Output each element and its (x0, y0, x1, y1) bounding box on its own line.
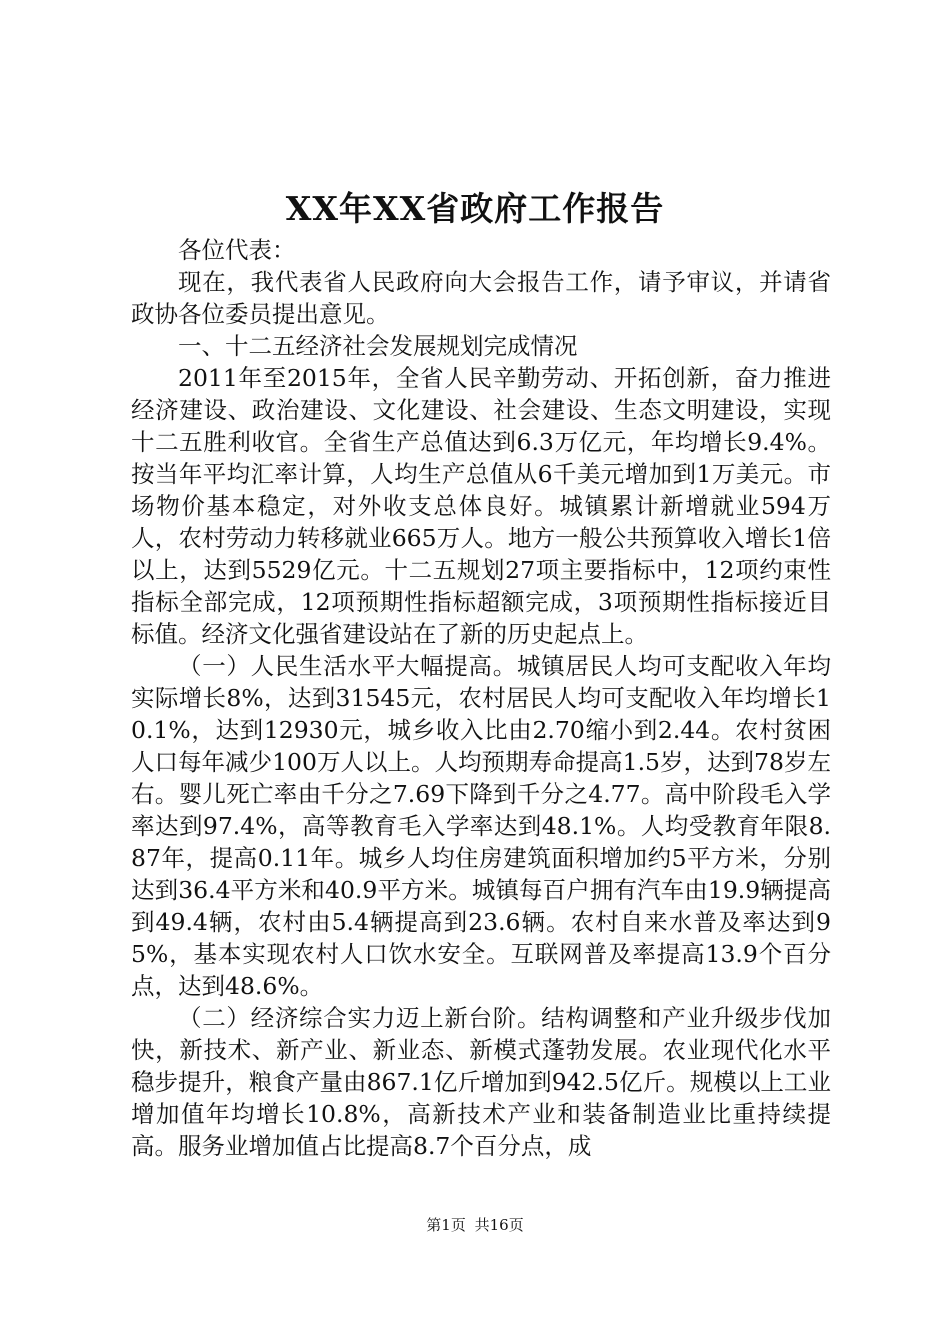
document-title: XX年XX省政府工作报告 (285, 189, 665, 228)
section-heading: 一、十二五经济社会发展规划完成情况 (178, 332, 578, 360)
intro-paragraph: 现在，我代表省人民政府向大会报告工作，请予审议，并请省政协各位委员提出意见。 (131, 268, 831, 328)
living-standards-paragraph: （一）人民生活水平大幅提高。城镇居民人均可支配收入年均实际增长8%，达到31545元，农村居民人均可支配收入年均增长10.1%，达到12930元，城乡收入比由2.70缩小到2.44。农村贫困人口每年减少100万人以上。人均预期寿命提高1.5岁，达到78岁左右。婴儿死亡率由千分之7.69下降到千分之4.77。高中阶段毛入学率达到97.4%，高等教育毛入学率达到48.1%。人均受教育年限8.87年，提高0.11年。城乡人均住房建筑面积增加约5平方米，分别达到36.4平方米和40.9平方米。城镇每百户拥有汽车由19.9辆提高到49.4辆，农村由5.4辆提高到23.6辆。农村自来水普及率达到95%，基本实现农村人口饮水安全。互联网普及率提高13.9个百分点，达到48.6%。 (131, 652, 831, 1000)
document-body (131, 234, 831, 1162)
salutation-paragraph: 各位代表： (178, 236, 296, 264)
page-number: 第1页 (426, 1216, 466, 1234)
summary-paragraph: 2011年至2015年，全省人民辛勤劳动、开拓创新，奋力推进经济建设、政治建设、文化建设、社会建设、生态文明建设，实现十二五胜利收官。全省生产总值达到6.3万亿元，年均增长9.4%。按当年平均汇率计算，人均生产总值从6千美元增加到1万美元。市场物价基本稳定，对外收支总体良好。城镇累计新增就业594万人，农村劳动力转移就业665万人。地方一般公共预算收入增长1倍以上，达到5529亿元。十二五规划27项主要指标中，12项约束性指标全部完成，12项预期性指标超额完成，3项预期性指标接近目标值。经济文化强省建设站在了新的历史起点上。 (131, 364, 831, 648)
page-total: 共16页 (474, 1216, 524, 1234)
page-footer (0, 1214, 950, 1236)
economic-strength-paragraph: （二）经济综合实力迈上新台阶。结构调整和产业升级步伐加快，新技术、新产业、新业态、新模式蓬勃发展。农业现代化水平稳步提升，粮食产量由867.1亿斤增加到942.5亿斤。规模以上工业增加值年均增长10.8%，高新技术产业和装备制造业比重持续提高。服务业增加值占比提高8.7个百分点，成 (131, 1004, 831, 1160)
